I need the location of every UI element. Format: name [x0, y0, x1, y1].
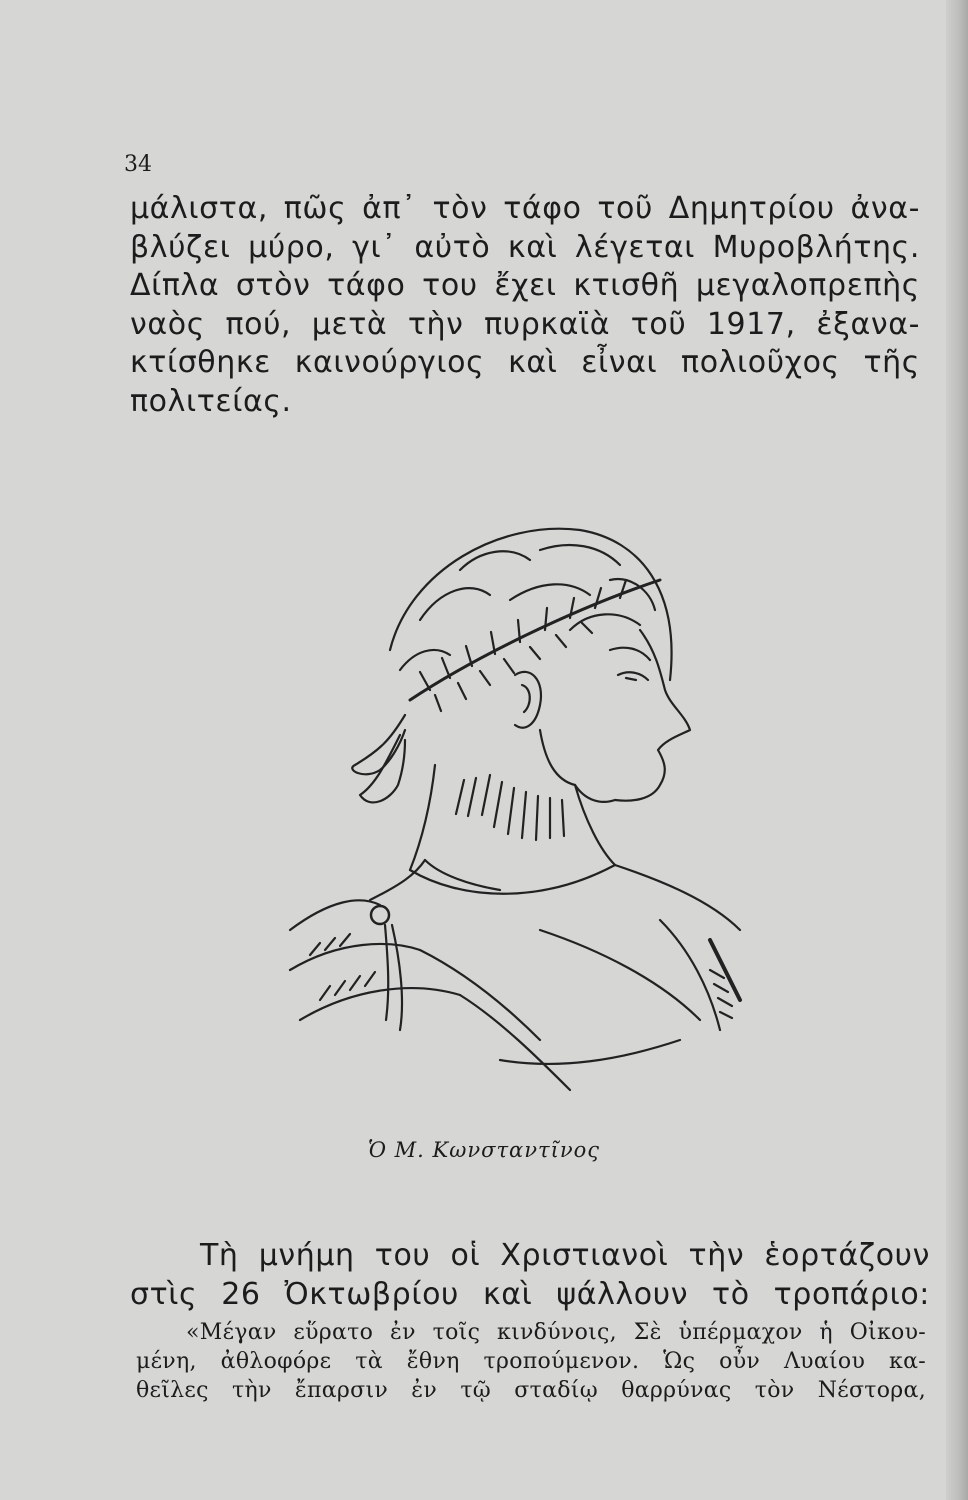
text-line: στὶς 26 Ὀκτωβρίου καὶ ψάλλουν τὸ τροπάριο:: [130, 1277, 930, 1312]
figure-caption: Ὁ Μ. Κωνσταντῖνος: [367, 1138, 601, 1162]
portrait-illustration: [240, 500, 780, 1100]
text-line: «Μέγαν εὕρατο ἐν τοῖς κινδύνοις, Σὲ ὑπέρμαχον ἡ Οἰκου-: [186, 1320, 926, 1345]
text-line: θεῖλες τὴν ἔπαρσιν ἐν τῷ σταδίῳ θαρρύνας τὸν Νέστορα,: [136, 1378, 926, 1403]
hymn-quote: [136, 1318, 926, 1405]
page-number: 34: [124, 152, 152, 177]
text-line: Δίπλα στὸν τάφο του ἔχει κτισθῆ μεγαλοπρεπὴς: [130, 268, 920, 303]
text-line: Τὴ μνήμη του οἱ Χριστιανοὶ τὴν ἑορτάζουν: [200, 1238, 930, 1273]
page-edge: [946, 0, 968, 1500]
text-line: βλύζει μύρο, γι᾽ αὐτὸ καὶ λέγεται Μυροβλήτης.: [130, 229, 920, 265]
text-line: μάλιστα, πῶς ἀπ᾽ τὸν τάφο τοῦ Δημητρίου ἀνα-: [130, 191, 920, 226]
text-line: ναὸς πού, μετὰ τὴν πυρκαϊὰ τοῦ 1917, ἐξανα-: [130, 306, 920, 342]
text-line: κτίσθηκε καινούργιος καὶ εἶναι πολιοῦχος τῆς: [130, 345, 920, 380]
paragraph-1: [130, 190, 920, 421]
text-line: μένη, ἀθλοφόρε τὰ ἔθνη τροπούμενον. Ὡς οὖν Λυαίου κα-: [136, 1349, 926, 1374]
paragraph-2: [130, 1236, 930, 1314]
text-line: πολιτείας.: [130, 383, 292, 419]
